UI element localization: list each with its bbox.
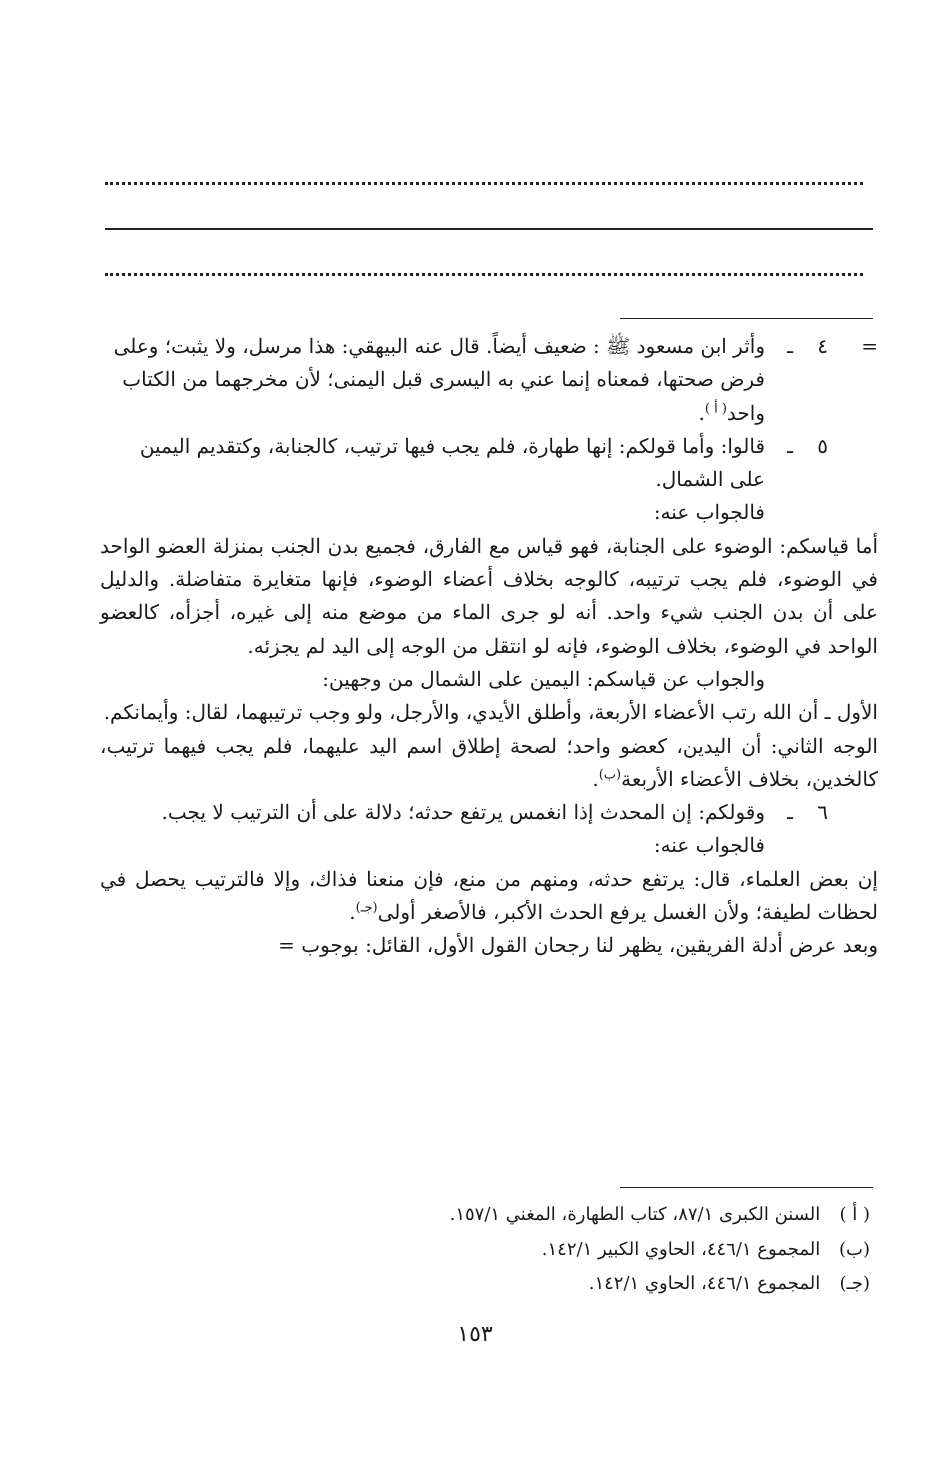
- paragraph-scholars: [100, 863, 878, 930]
- item-dash: ـ: [787, 334, 793, 358]
- scholars-tail: .: [349, 900, 356, 925]
- footnote-marker: (ب): [839, 1238, 870, 1260]
- answer-heading: فالجواب عنه:: [653, 500, 765, 525]
- horizontal-rule: [105, 228, 873, 230]
- answer-two-ways: والجواب عن قياسكم: اليمين على الشمال من وجهين:: [322, 666, 765, 691]
- item-4: [100, 330, 878, 430]
- footnote: [100, 1198, 870, 1233]
- footnote: [100, 1233, 870, 1268]
- item-dash: ـ: [787, 800, 793, 825]
- footnote-text: السنن الكبرى ٨٧/١، كتاب الطهارة، المغني ١٥٧/١.: [449, 1204, 821, 1225]
- answer-heading: فالجواب عنه:: [653, 833, 765, 858]
- footnotes: [100, 1198, 870, 1302]
- closing-paragraph: وبعد عرض أدلة الفريقين، يظهر لنا رجحان القول الأول، القائل: بوجوب =: [278, 933, 878, 958]
- item-tail: .: [698, 400, 705, 425]
- main-text: [100, 330, 878, 963]
- footnote-ref-a[interactable]: ( أ ): [704, 400, 727, 416]
- section-rule: [620, 318, 873, 319]
- item-text: وقولكم: إن المحدث إذا انغمس يرتفع حدثه؛ دلالة على أن الترتيب لا يجب.: [161, 800, 765, 825]
- footnote-ref-c[interactable]: (جـ): [355, 900, 378, 916]
- second-way-text: الوجه الثاني: أن اليدين، كعضو واحد؛ لصحة إطلاق اسم اليد عليهما، فلم يجب فيهما ترتيب، كالخدين، بخلاف الأعضاء الأربعة: [100, 733, 878, 791]
- item-5: [100, 430, 878, 497]
- item-6: [100, 796, 878, 829]
- footnote-marker: (جـ): [839, 1273, 870, 1294]
- second-way-tail: .: [592, 766, 599, 791]
- dotted-divider-bottom: [105, 273, 863, 276]
- paragraph-qiyas: أما قياسكم: الوضوء على الجنابة، فهو قياس مع الفارق، فجميع بدن الجنب بمنزلة العضو الواحد في الوضوء، فلم يجب ترتيبه، كالوجه بخلاف أعضاء الوضوء، فإنها متغايرة متفاضلة. والدليل على أن بدن الجنب شيء واحد. أنه لو جرى الماء من موضع منه إلى غيره، أجزأه، كالعضو الواحد في الوضوء، بخلاف الوضوء، فإنه لو انتقل من الوجه إلى اليد لم يجزئه.: [100, 533, 878, 658]
- footnote-ref-b[interactable]: (ب): [598, 767, 622, 783]
- item-text: قالوا: وأما قولكم: إنها طهارة، فلم يجب فيها ترتيب، كالجنابة، وكتقديم اليمين على الشمال.: [139, 433, 765, 492]
- item-number: ٦: [817, 800, 828, 825]
- footnote-text: المجموع ٤٤٦/١، الحاوي ١٤٢/١.: [588, 1273, 821, 1294]
- page-number: ١٥٣: [457, 1322, 493, 1347]
- scholars-text: إن بعض العلماء، قال: يرتفع حدثه، ومنهم من منع، فإن منعنا فذاك، وإلا فالترتيب يحصل في لحظات لطيفة؛ ولأن الغسل يرفع الحدث الأكبر، فالأصغر أولى: [100, 866, 878, 925]
- second-way: [100, 730, 878, 797]
- item-number: ٥: [817, 433, 828, 458]
- first-way: الأول ـ أن الله رتب الأعضاء الأربعة، وأطلق الأيدي، والأرجل، ولو وجب ترتيبهما، لقال: وأيمانكم.: [103, 700, 878, 725]
- footnote-text: المجموع ٤٤٦/١، الحاوي الكبير ١٤٢/١.: [541, 1238, 821, 1260]
- item-text: وأثر ابن مسعود ﷺ : ضعيف أيضاً. قال عنه البيهقي: هذا مرسل، ولا يثبت؛ وعلى فرض صحتها، فمعناه إنما عني به اليسرى قبل اليمنى؛ لأن مخرجهما من الكتاب واحد: [113, 334, 765, 425]
- footnote-marker: ( أ ): [839, 1204, 870, 1225]
- footnote-separator: [620, 1187, 873, 1188]
- footnote: [100, 1267, 870, 1302]
- item-dash: ـ: [787, 433, 793, 458]
- continuation-marker: =: [861, 334, 878, 358]
- dotted-divider-top: [105, 182, 863, 185]
- item-number: ٤: [817, 334, 828, 358]
